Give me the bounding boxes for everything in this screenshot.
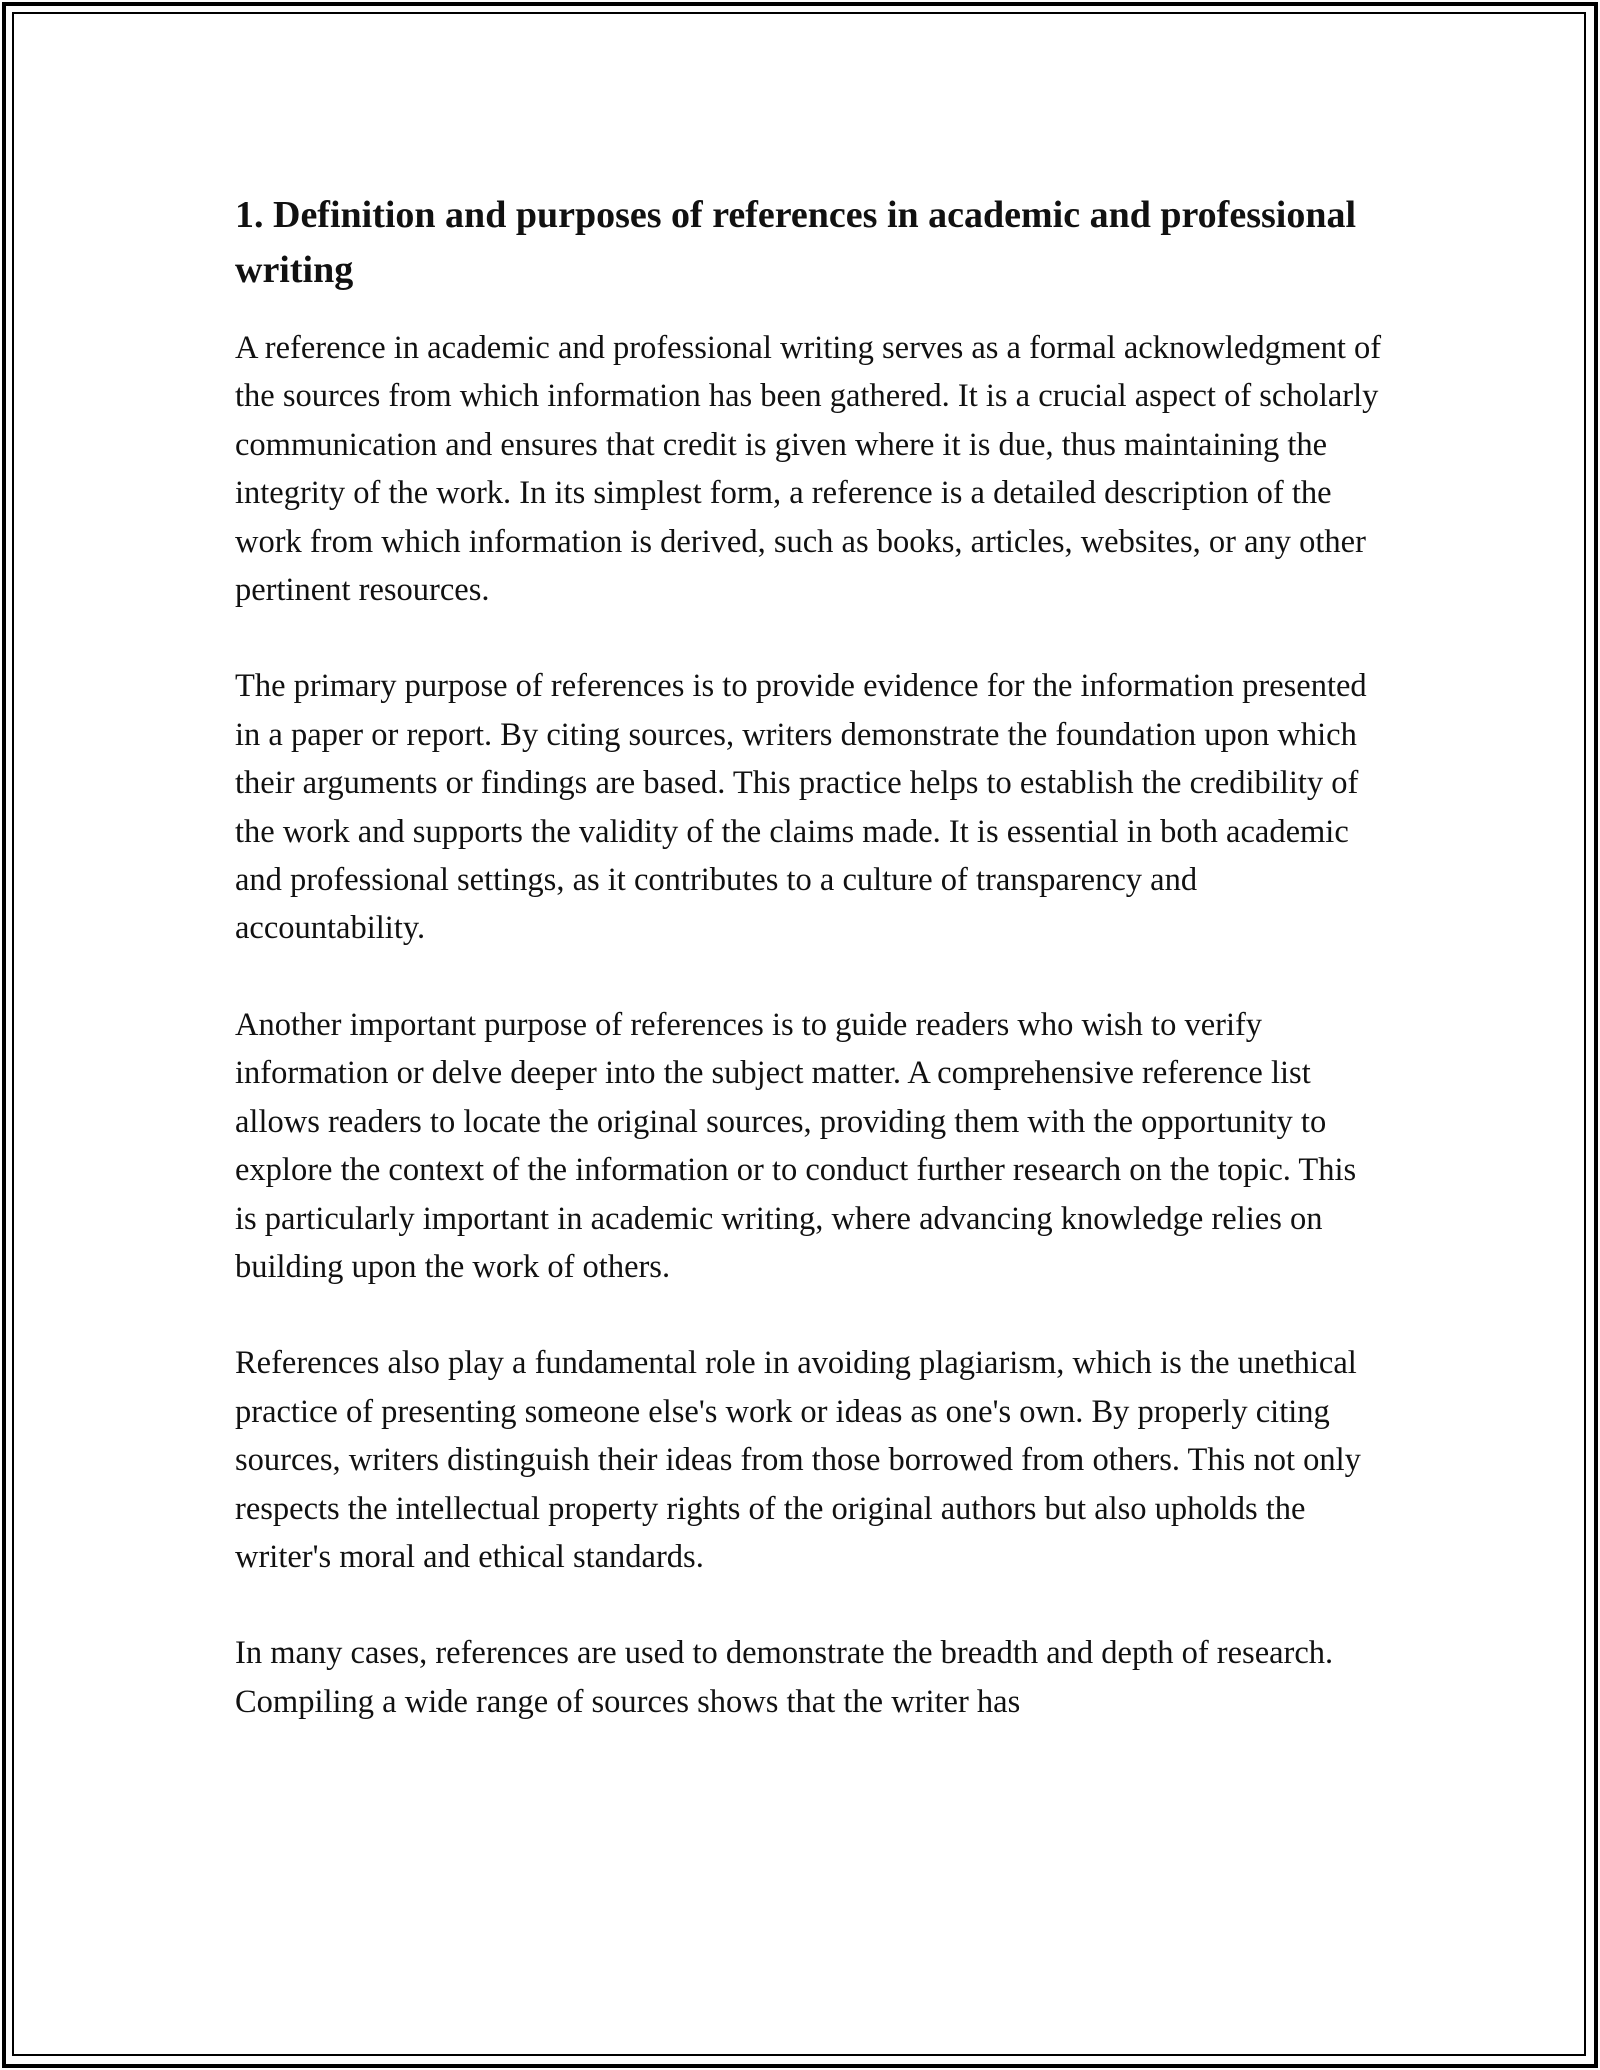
paragraph-4: References also play a fundamental role in avoiding plagiarism, which is the unethical practice of presenting someone else's work or ideas as one's own. By properly citing sources, writers distinguish their ideas from those borrowed from others. This not only respects the intellectual property rights of the original authors but also upholds the writer's moral and ethical standards. <box>235 1345 1361 1575</box>
paragraph-3: Another important purpose of references is to guide readers who wish to verify information or delve deeper into the subject matter. A comprehensive reference list allows readers to locate the original sources, providing them with the opportunity to explore the context of the information or to conduct further research on the topic. This is particularly important in academic writing, where advancing knowledge relies on building upon the work of others. <box>235 1006 1357 1285</box>
document-body <box>235 188 1385 1774</box>
paragraph-2: The primary purpose of references is to provide evidence for the information presented in a paper or report. By citing sources, writers demonstrate the foundation upon which their arguments or findings are based. This practice helps to establish the credibility of the work and supports the validity of the claims made. It is essential in both academic and professional settings, as it contributes to a culture of transparency and accountability. <box>235 668 1367 947</box>
paragraph-1: A reference in academic and professional writing serves as a formal acknowledgment of the sources from which information has been gathered. It is a crucial aspect of scholarly communication and ensures that credit is given where it is due, thus maintaining the integrity of the work. In its simplest form, a reference is a detailed description of the work from which information is derived, such as books, articles, websites, or any other pertinent resources. <box>235 330 1382 609</box>
paragraph-5: In many cases, references are used to demonstrate the breadth and depth of research. Compiling a wide range of sources shows that the writer has <box>235 1635 1334 1720</box>
section-heading: 1. Definition and purposes of references in academic and professional writing <box>235 194 1357 291</box>
